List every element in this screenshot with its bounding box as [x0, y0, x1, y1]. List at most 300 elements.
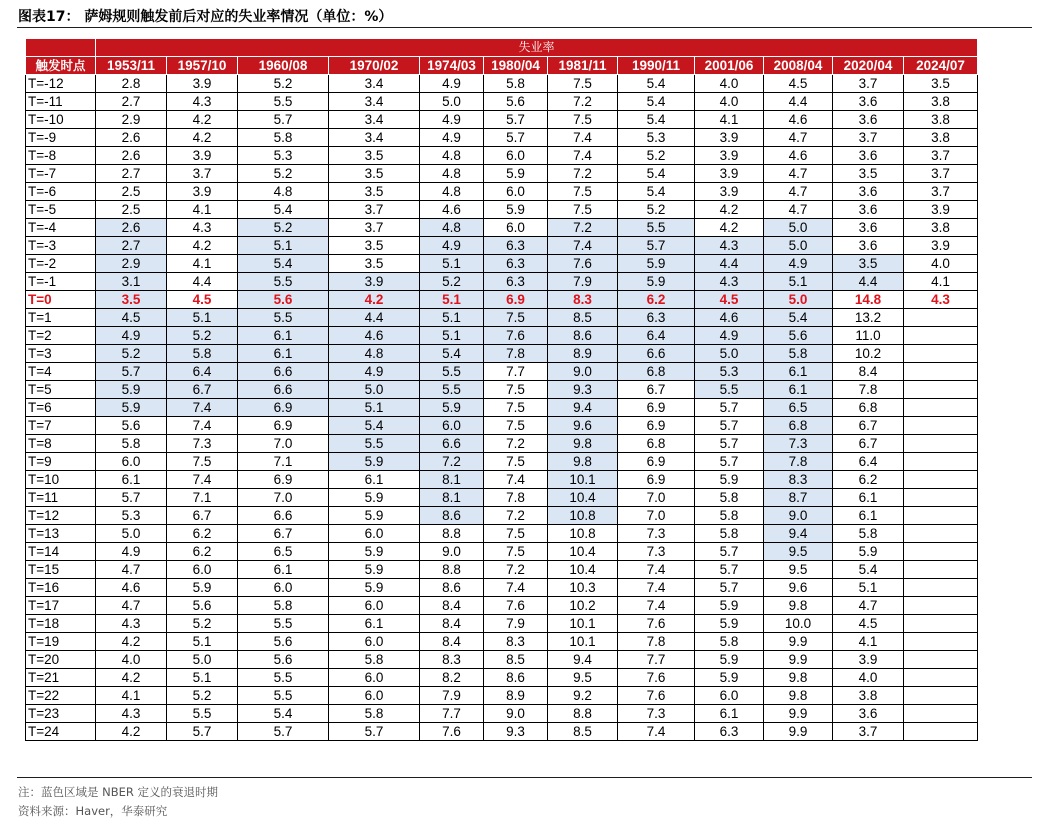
- data-cell: 7.6: [484, 597, 548, 615]
- data-cell: 7.9: [548, 273, 618, 291]
- data-cell: 5.9: [329, 453, 420, 471]
- row-label: T=21: [26, 669, 96, 687]
- data-cell: 2.9: [96, 255, 167, 273]
- data-cell: 5.0: [329, 381, 420, 399]
- table-row: [26, 363, 978, 381]
- data-cell: 4.2: [96, 669, 167, 687]
- data-cell: 3.5: [329, 165, 420, 183]
- data-cell: 10.0: [764, 615, 833, 633]
- table-row: [26, 579, 978, 597]
- row-label: T=-12: [26, 75, 96, 93]
- data-cell: 5.7: [238, 723, 329, 741]
- data-cell: 7.2: [484, 561, 548, 579]
- row-label: T=5: [26, 381, 96, 399]
- row-label: T=9: [26, 453, 96, 471]
- data-cell: [904, 327, 978, 345]
- row-label: T=-11: [26, 93, 96, 111]
- data-cell: 5.4: [833, 561, 904, 579]
- data-cell: 10.8: [548, 525, 618, 543]
- row-label: T=11: [26, 489, 96, 507]
- data-cell: 5.4: [618, 183, 695, 201]
- data-cell: 9.4: [764, 525, 833, 543]
- data-cell: 6.1: [833, 489, 904, 507]
- data-cell: 4.5: [96, 309, 167, 327]
- data-cell: 7.4: [167, 471, 238, 489]
- data-cell: 10.2: [833, 345, 904, 363]
- data-cell: 5.5: [695, 381, 764, 399]
- data-cell: 4.5: [167, 291, 238, 309]
- data-cell: 4.3: [167, 93, 238, 111]
- data-cell: 4.3: [695, 237, 764, 255]
- data-cell: 4.4: [764, 93, 833, 111]
- data-cell: 9.9: [764, 651, 833, 669]
- table-row: [26, 75, 978, 93]
- data-cell: 5.9: [833, 543, 904, 561]
- data-cell: 5.5: [420, 363, 484, 381]
- data-cell: 4.0: [695, 75, 764, 93]
- table-row: [26, 453, 978, 471]
- data-cell: 5.9: [695, 615, 764, 633]
- data-cell: [904, 453, 978, 471]
- data-cell: 5.8: [695, 525, 764, 543]
- column-header: 1960/08: [238, 57, 329, 75]
- data-cell: 7.8: [484, 489, 548, 507]
- data-cell: 3.7: [167, 165, 238, 183]
- data-cell: [904, 579, 978, 597]
- data-cell: 6.6: [238, 507, 329, 525]
- data-cell: 5.5: [167, 705, 238, 723]
- data-cell: 5.7: [484, 111, 548, 129]
- data-cell: 9.6: [764, 579, 833, 597]
- data-cell: [904, 363, 978, 381]
- data-cell: 6.1: [695, 705, 764, 723]
- row-label: T=-10: [26, 111, 96, 129]
- data-cell: 7.9: [420, 687, 484, 705]
- data-cell: 8.6: [548, 327, 618, 345]
- data-cell: 5.9: [484, 165, 548, 183]
- data-cell: 6.8: [764, 417, 833, 435]
- table-row: [26, 309, 978, 327]
- data-cell: 9.8: [548, 435, 618, 453]
- row-label: T=12: [26, 507, 96, 525]
- data-cell: 6.5: [764, 399, 833, 417]
- data-cell: [904, 561, 978, 579]
- data-cell: 4.6: [96, 579, 167, 597]
- data-cell: 5.9: [96, 381, 167, 399]
- data-cell: 3.9: [904, 201, 978, 219]
- data-cell: 8.5: [548, 723, 618, 741]
- data-cell: 6.1: [833, 507, 904, 525]
- data-cell: 5.8: [238, 597, 329, 615]
- data-cell: 5.9: [329, 543, 420, 561]
- data-cell: [904, 525, 978, 543]
- data-cell: 10.8: [548, 507, 618, 525]
- data-cell: 6.7: [167, 381, 238, 399]
- data-cell: 5.9: [329, 561, 420, 579]
- data-cell: 5.7: [238, 111, 329, 129]
- data-cell: 5.2: [618, 201, 695, 219]
- data-cell: 3.8: [904, 93, 978, 111]
- data-cell: 2.7: [96, 237, 167, 255]
- data-cell: 5.4: [329, 417, 420, 435]
- data-cell: 3.7: [904, 147, 978, 165]
- data-cell: 6.3: [484, 273, 548, 291]
- data-cell: 7.6: [618, 687, 695, 705]
- chart-title: 图表17： 萨姆规则触发前后对应的失业率情况（单位：%）: [18, 9, 393, 25]
- data-cell: 7.2: [548, 219, 618, 237]
- data-cell: 5.7: [695, 435, 764, 453]
- data-cell: 4.7: [96, 597, 167, 615]
- data-cell: 7.5: [484, 453, 548, 471]
- data-cell: 5.8: [96, 435, 167, 453]
- column-header: 1981/11: [548, 57, 618, 75]
- data-cell: 8.6: [420, 579, 484, 597]
- source-note: 资料来源：Haver，华泰研究: [18, 804, 168, 818]
- data-cell: 5.7: [329, 723, 420, 741]
- data-cell: 5.2: [420, 273, 484, 291]
- data-cell: [904, 723, 978, 741]
- data-cell: 5.1: [238, 237, 329, 255]
- row-label: T=4: [26, 363, 96, 381]
- table-row: [26, 543, 978, 561]
- data-cell: 9.5: [764, 561, 833, 579]
- data-cell: 5.6: [238, 633, 329, 651]
- data-cell: 5.1: [167, 669, 238, 687]
- data-cell: 3.9: [167, 75, 238, 93]
- data-cell: 4.4: [329, 309, 420, 327]
- data-cell: 4.7: [96, 561, 167, 579]
- data-cell: 4.5: [833, 615, 904, 633]
- data-cell: 5.6: [167, 597, 238, 615]
- data-cell: 8.5: [484, 651, 548, 669]
- data-cell: 7.0: [238, 489, 329, 507]
- data-cell: 5.4: [420, 345, 484, 363]
- data-cell: 5.9: [695, 669, 764, 687]
- data-cell: 5.2: [96, 345, 167, 363]
- data-cell: 6.0: [484, 183, 548, 201]
- data-cell: 7.7: [420, 705, 484, 723]
- data-cell: 8.3: [764, 471, 833, 489]
- data-cell: 9.5: [548, 669, 618, 687]
- data-cell: 3.6: [833, 183, 904, 201]
- data-cell: 4.7: [764, 201, 833, 219]
- data-cell: 6.4: [833, 453, 904, 471]
- data-cell: 9.3: [548, 381, 618, 399]
- data-cell: 5.1: [420, 255, 484, 273]
- data-cell: 7.9: [484, 615, 548, 633]
- data-cell: 6.8: [618, 435, 695, 453]
- table-row: [26, 417, 978, 435]
- table-row: [26, 507, 978, 525]
- row-label: T=13: [26, 525, 96, 543]
- data-cell: 6.1: [329, 471, 420, 489]
- data-cell: 5.8: [695, 489, 764, 507]
- row-label: T=-4: [26, 219, 96, 237]
- data-cell: 4.6: [695, 309, 764, 327]
- data-cell: 8.3: [484, 633, 548, 651]
- data-cell: 6.9: [238, 399, 329, 417]
- data-cell: 5.4: [238, 201, 329, 219]
- row-label: T=2: [26, 327, 96, 345]
- data-cell: 5.5: [329, 435, 420, 453]
- row-label: T=23: [26, 705, 96, 723]
- column-header: 1974/03: [420, 57, 484, 75]
- data-cell: 5.4: [618, 111, 695, 129]
- data-cell: 6.4: [618, 327, 695, 345]
- data-cell: 4.0: [833, 669, 904, 687]
- data-cell: 6.0: [96, 453, 167, 471]
- data-cell: 5.8: [764, 345, 833, 363]
- table-row: [26, 633, 978, 651]
- data-cell: 8.1: [420, 489, 484, 507]
- data-cell: 5.4: [238, 705, 329, 723]
- data-cell: 5.8: [695, 507, 764, 525]
- data-cell: 3.6: [833, 111, 904, 129]
- data-cell: 9.0: [548, 363, 618, 381]
- data-cell: 5.0: [96, 525, 167, 543]
- data-cell: 3.9: [695, 165, 764, 183]
- data-cell: 5.1: [420, 291, 484, 309]
- data-cell: 3.7: [833, 75, 904, 93]
- data-cell: 8.6: [420, 507, 484, 525]
- data-cell: 10.1: [548, 471, 618, 489]
- data-cell: 8.8: [420, 561, 484, 579]
- data-cell: 5.5: [238, 669, 329, 687]
- data-cell: 3.5: [329, 237, 420, 255]
- data-cell: 7.6: [618, 615, 695, 633]
- data-cell: 3.7: [833, 723, 904, 741]
- data-cell: 5.5: [238, 309, 329, 327]
- group-header: 失业率: [96, 39, 978, 57]
- row-label: T=8: [26, 435, 96, 453]
- data-cell: 6.1: [764, 381, 833, 399]
- data-cell: 4.3: [695, 273, 764, 291]
- table-row: [26, 669, 978, 687]
- data-cell: 5.8: [484, 75, 548, 93]
- data-cell: 7.4: [167, 417, 238, 435]
- data-cell: 5.9: [618, 273, 695, 291]
- data-cell: 7.8: [833, 381, 904, 399]
- data-cell: 4.7: [833, 597, 904, 615]
- row-label: T=19: [26, 633, 96, 651]
- data-cell: 3.1: [96, 273, 167, 291]
- data-cell: 7.5: [484, 399, 548, 417]
- data-cell: 3.5: [904, 75, 978, 93]
- data-cell: 5.8: [833, 525, 904, 543]
- data-cell: 5.4: [618, 75, 695, 93]
- column-header: 2020/04: [833, 57, 904, 75]
- data-cell: 7.5: [548, 183, 618, 201]
- data-cell: 6.1: [238, 345, 329, 363]
- data-cell: 2.8: [96, 75, 167, 93]
- data-cell: 7.4: [167, 399, 238, 417]
- data-cell: 5.7: [167, 723, 238, 741]
- data-cell: 10.4: [548, 543, 618, 561]
- data-cell: 5.4: [238, 255, 329, 273]
- data-cell: 7.5: [484, 381, 548, 399]
- table-row: [26, 273, 978, 291]
- data-cell: 8.4: [420, 615, 484, 633]
- data-cell: 6.1: [764, 363, 833, 381]
- data-cell: 4.7: [764, 183, 833, 201]
- row-label: T=14: [26, 543, 96, 561]
- data-cell: 5.8: [238, 129, 329, 147]
- table-row: [26, 255, 978, 273]
- data-cell: 5.8: [329, 705, 420, 723]
- data-cell: 7.2: [484, 507, 548, 525]
- data-cell: 7.4: [484, 471, 548, 489]
- table-row: [26, 129, 978, 147]
- data-cell: 6.0: [329, 687, 420, 705]
- data-cell: 10.1: [548, 633, 618, 651]
- data-cell: 3.7: [833, 129, 904, 147]
- data-cell: 2.7: [96, 93, 167, 111]
- data-cell: 4.2: [695, 219, 764, 237]
- data-cell: 5.0: [695, 345, 764, 363]
- data-cell: 7.6: [548, 255, 618, 273]
- data-cell: 7.7: [484, 363, 548, 381]
- data-cell: 3.7: [329, 219, 420, 237]
- data-cell: 7.5: [484, 417, 548, 435]
- data-cell: 10.4: [548, 489, 618, 507]
- data-cell: 4.2: [96, 633, 167, 651]
- data-cell: 4.9: [420, 237, 484, 255]
- data-cell: 4.8: [420, 219, 484, 237]
- row-label: T=-9: [26, 129, 96, 147]
- data-cell: 6.3: [484, 255, 548, 273]
- data-cell: 7.3: [167, 435, 238, 453]
- data-cell: 9.8: [764, 669, 833, 687]
- data-cell: 6.2: [833, 471, 904, 489]
- top-rule: [17, 27, 1032, 28]
- data-cell: 5.7: [695, 417, 764, 435]
- data-cell: 5.6: [484, 93, 548, 111]
- table-row: [26, 471, 978, 489]
- data-cell: 6.0: [167, 561, 238, 579]
- data-cell: 6.7: [833, 435, 904, 453]
- data-cell: 7.3: [618, 525, 695, 543]
- data-cell: 5.2: [618, 147, 695, 165]
- data-cell: 6.9: [618, 471, 695, 489]
- data-cell: 8.8: [420, 525, 484, 543]
- data-cell: 4.4: [695, 255, 764, 273]
- data-cell: 5.1: [329, 399, 420, 417]
- data-cell: 7.4: [484, 579, 548, 597]
- table-row: [26, 651, 978, 669]
- data-cell: 4.4: [833, 273, 904, 291]
- data-cell: 8.3: [548, 291, 618, 309]
- data-cell: [904, 597, 978, 615]
- data-cell: 4.6: [764, 147, 833, 165]
- data-cell: 5.8: [329, 651, 420, 669]
- data-cell: [904, 381, 978, 399]
- data-cell: 5.9: [167, 579, 238, 597]
- data-cell: 3.6: [833, 705, 904, 723]
- data-cell: 4.1: [904, 273, 978, 291]
- row-label: T=-6: [26, 183, 96, 201]
- data-cell: 8.4: [420, 597, 484, 615]
- row-label: T=1: [26, 309, 96, 327]
- footnote: 注：蓝色区域是 NBER 定义的衰退时期: [18, 785, 219, 799]
- table-row: [26, 561, 978, 579]
- data-cell: 3.5: [833, 255, 904, 273]
- data-cell: 6.7: [238, 525, 329, 543]
- data-cell: 7.4: [618, 597, 695, 615]
- data-cell: 3.7: [904, 183, 978, 201]
- data-cell: 7.3: [618, 543, 695, 561]
- data-cell: 5.1: [420, 309, 484, 327]
- data-cell: 3.6: [833, 147, 904, 165]
- data-cell: [904, 687, 978, 705]
- data-cell: 5.9: [484, 201, 548, 219]
- data-cell: 9.4: [548, 399, 618, 417]
- data-cell: 5.2: [238, 75, 329, 93]
- data-cell: 3.9: [695, 129, 764, 147]
- data-cell: 4.2: [167, 111, 238, 129]
- data-cell: 6.3: [484, 237, 548, 255]
- data-cell: 9.2: [548, 687, 618, 705]
- data-cell: 5.5: [618, 219, 695, 237]
- data-cell: 4.9: [329, 363, 420, 381]
- data-cell: 3.7: [329, 201, 420, 219]
- data-cell: 5.9: [695, 597, 764, 615]
- data-cell: 4.2: [695, 201, 764, 219]
- table-row: [26, 615, 978, 633]
- row-label: T=18: [26, 615, 96, 633]
- row-label: T=16: [26, 579, 96, 597]
- data-cell: 4.9: [96, 327, 167, 345]
- data-cell: 6.6: [238, 381, 329, 399]
- data-cell: 4.0: [96, 651, 167, 669]
- row-label: T=15: [26, 561, 96, 579]
- data-cell: 6.0: [484, 147, 548, 165]
- data-cell: 4.7: [764, 129, 833, 147]
- data-cell: 5.8: [167, 345, 238, 363]
- data-cell: 7.1: [167, 489, 238, 507]
- data-cell: 8.3: [420, 651, 484, 669]
- table-row: [26, 237, 978, 255]
- row-header-label: 触发时点: [26, 57, 96, 75]
- data-cell: 4.1: [167, 201, 238, 219]
- data-cell: 8.6: [484, 669, 548, 687]
- data-cell: 3.5: [329, 255, 420, 273]
- row-label: T=-1: [26, 273, 96, 291]
- data-cell: 3.5: [329, 183, 420, 201]
- data-cell: 8.4: [420, 633, 484, 651]
- table-row: [26, 111, 978, 129]
- data-cell: 5.9: [329, 507, 420, 525]
- data-cell: [904, 345, 978, 363]
- data-cell: [904, 651, 978, 669]
- data-cell: 9.3: [484, 723, 548, 741]
- data-cell: 8.2: [420, 669, 484, 687]
- data-cell: [904, 543, 978, 561]
- data-cell: 5.7: [96, 489, 167, 507]
- data-cell: 2.6: [96, 147, 167, 165]
- data-cell: 4.8: [329, 345, 420, 363]
- data-cell: 6.0: [420, 417, 484, 435]
- data-cell: 9.9: [764, 633, 833, 651]
- data-cell: 5.7: [695, 453, 764, 471]
- data-cell: 7.2: [548, 165, 618, 183]
- data-cell: 8.5: [548, 309, 618, 327]
- table-wrapper: [25, 38, 978, 741]
- data-cell: 6.6: [238, 363, 329, 381]
- data-cell: 5.2: [167, 687, 238, 705]
- data-cell: 6.0: [695, 687, 764, 705]
- data-cell: 7.5: [484, 525, 548, 543]
- data-cell: 2.6: [96, 219, 167, 237]
